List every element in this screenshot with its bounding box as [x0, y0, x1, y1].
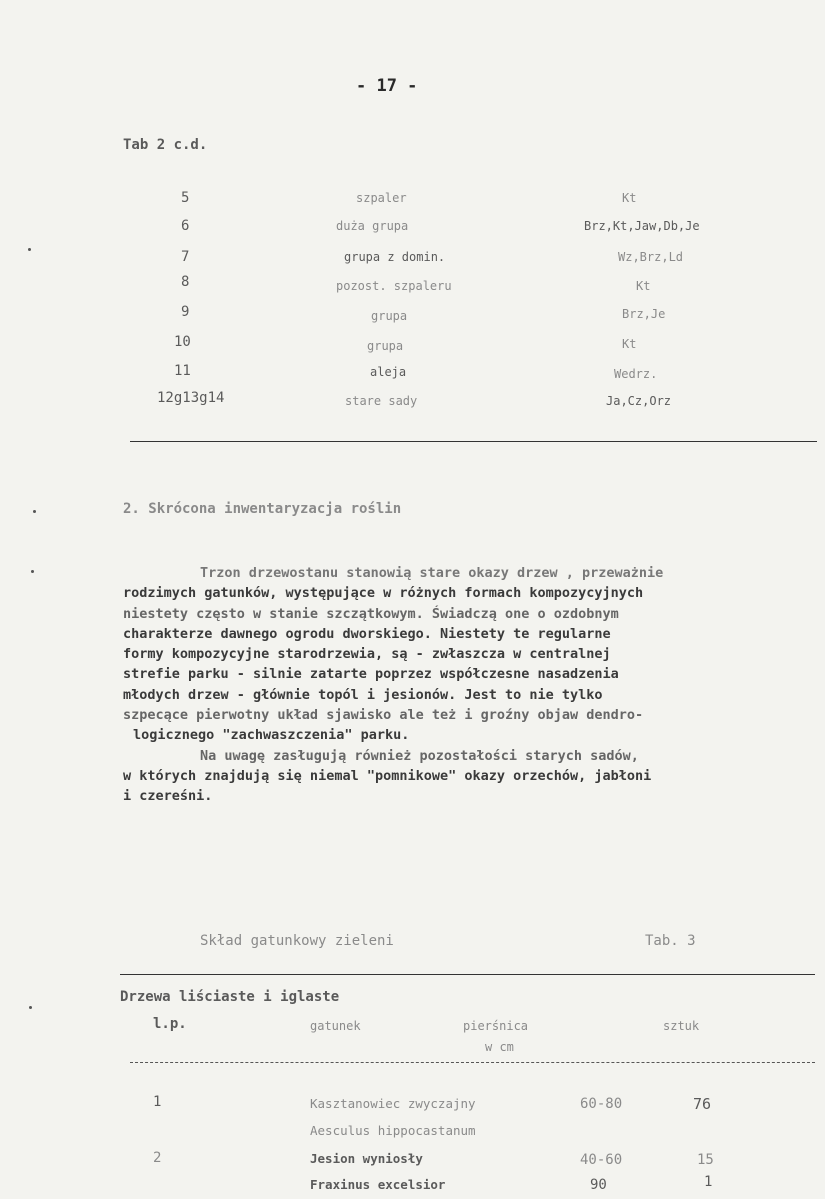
tab3-row-species: Jesion wyniosły: [310, 1151, 423, 1166]
tab2-nr: 11: [174, 363, 191, 379]
table-bottom-rule: [130, 441, 817, 442]
tab3-row-sztuk: 15: [697, 1152, 714, 1168]
tab2-gatunki: Brz,Je: [622, 307, 666, 321]
tab3-row-latin: Fraxinus excelsior: [310, 1177, 446, 1192]
tab2-forma: grupa z domin.: [344, 250, 446, 264]
tab2-forma: pozost. szpaleru: [336, 279, 452, 293]
tab3-header-lp: l.p.: [153, 1016, 187, 1032]
tab3-title: Skład gatunkowy zieleni: [200, 933, 394, 949]
tab3-row-piersnica: 60-80: [580, 1096, 623, 1112]
tab3-row-piersnica: 90: [590, 1177, 607, 1193]
tab2-forma: aleja: [370, 365, 407, 379]
paragraph-line: i czereśni.: [123, 788, 213, 805]
paragraph-line: niestety często w stanie szczątkowym. Świadczą one o ozdobnym: [123, 605, 619, 622]
paragraph-line: formy kompozycyjne starodrzewia, są - zwłaszcza w centralnej: [123, 646, 611, 663]
tab3-header-piersnica: pierśnica: [463, 1019, 529, 1033]
tab3-group-heading: Drzewa liściaste i iglaste: [120, 989, 340, 1005]
tab2-forma: stare sady: [345, 394, 418, 408]
tab3-row-sztuk: 1: [704, 1174, 713, 1190]
paragraph-line: Trzon drzewostanu stanowią stare okazy drzew , przeważnie: [200, 565, 664, 581]
tab2-nr: 9: [181, 304, 190, 320]
tab2-gatunki: Kt: [622, 337, 637, 351]
paragraph-line: szpecące pierwotny układ sjawisko ale też i groźny objaw dendro-: [123, 707, 644, 724]
tab2-forma: szpaler: [356, 191, 407, 205]
tab2-nr: 12g13g14: [157, 390, 225, 406]
tab3-header-rule: [130, 1062, 815, 1063]
tab2-gatunki: Brz,Kt,Jaw,Db,Je: [584, 219, 700, 233]
tab3-header-sztuk: sztuk: [663, 1019, 700, 1033]
scan-speck: [31, 570, 34, 573]
tab2-gatunki: Wz,Brz,Ld: [618, 250, 684, 264]
body-paragraph: [123, 563, 803, 807]
tab2-forma: grupa: [371, 309, 408, 323]
paragraph-line: Na uwagę zasługują również pozostałości starych sadów,: [200, 747, 639, 764]
tab2-gatunki: Ja,Cz,Orz: [606, 394, 672, 408]
tab3-row-latin: Aesculus hippocastanum: [310, 1123, 476, 1138]
tab2-forma: duża grupa: [336, 219, 409, 233]
table-caption: Tab 2 c.d.: [123, 137, 208, 153]
tab3-header-gatunek: gatunek: [310, 1019, 361, 1033]
tab2-nr: 6: [181, 218, 190, 234]
paragraph-line: logicznego "zachwaszczenia" parku.: [133, 727, 410, 744]
tab2-nr: 5: [181, 190, 190, 206]
page-number: - 17 -: [356, 76, 418, 96]
tab3-row-lp: 2: [153, 1150, 162, 1166]
tab3-row-lp: 1: [153, 1094, 162, 1110]
tab3-header-unit: w cm: [485, 1040, 514, 1054]
tab2-gatunki: Kt: [636, 279, 651, 293]
paragraph-line: młodych drzew - głównie topól i jesionów. Jest to nie tylko: [123, 686, 603, 703]
scan-speck: [33, 510, 36, 513]
tab3-row-piersnica: 40-60: [580, 1152, 623, 1168]
tab3-top-rule: [120, 974, 815, 975]
paragraph-line: strefie parku - silnie zatarte poprzez współczesne nasadzenia: [123, 666, 619, 683]
tab2-nr: 7: [181, 249, 190, 265]
tab3-row-sztuk: 76: [693, 1095, 712, 1113]
paragraph-line: rodzimych gatunków, występujące w różnych formach kompozycyjnych: [123, 585, 644, 602]
tab2-nr: 8: [181, 274, 190, 290]
scan-speck: [29, 1006, 32, 1009]
paragraph-line: charakterze dawnego ogrodu dworskiego. Niestety te regularne: [123, 625, 611, 642]
tab2-forma: grupa: [367, 339, 404, 353]
section-heading: 2. Skrócona inwentaryzacja roślin: [123, 501, 402, 517]
tab3-label: Tab. 3: [645, 933, 696, 949]
tab2-gatunki: Kt: [622, 191, 637, 205]
tab2-gatunki: Wedrz.: [614, 367, 658, 381]
tab3-row-species: Kasztanowiec zwyczajny: [310, 1096, 476, 1111]
paragraph-line: w których znajdują się niemal "pomnikowe" okazy orzechów, jabłoni: [123, 767, 652, 784]
scan-speck: [28, 248, 31, 251]
tab2-nr: 10: [174, 334, 191, 350]
